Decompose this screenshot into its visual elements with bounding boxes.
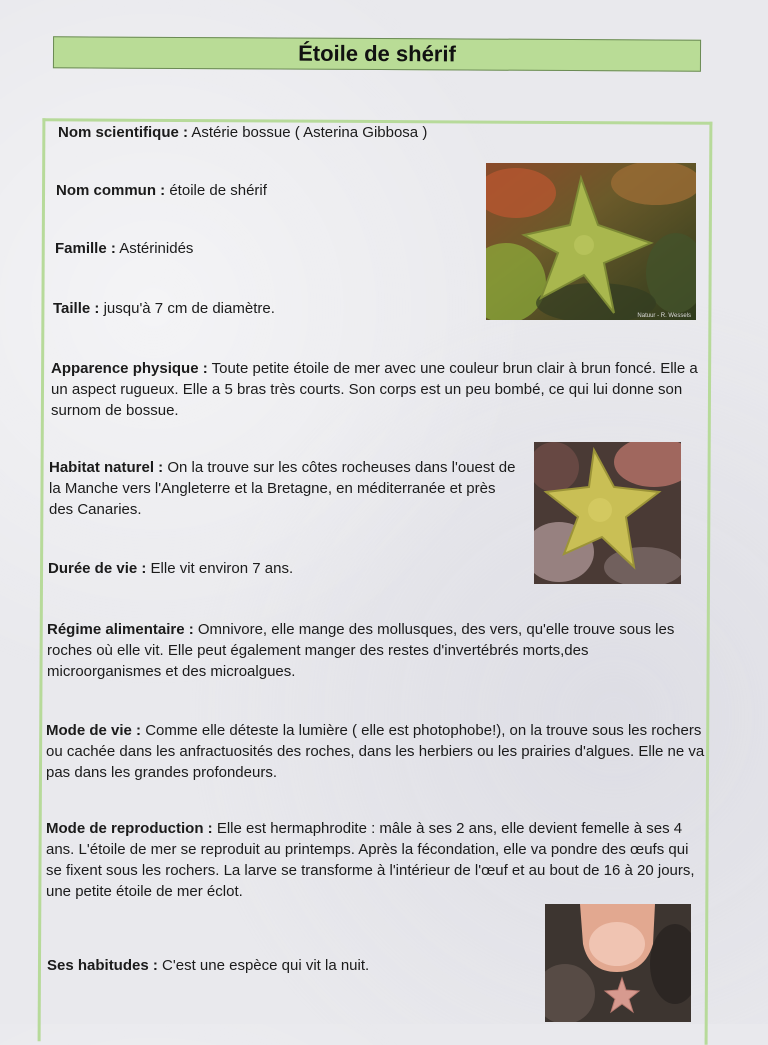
field-label: Durée de vie :	[48, 560, 147, 577]
field-value: Astérie bossue ( Asterina Gibbosa )	[191, 124, 428, 141]
photo-tiny-starfish-finger	[545, 904, 691, 1022]
field-reproduction	[46, 818, 706, 902]
field-value: Comme elle déteste la lumière ( elle est photophobe!), on la trouve sous les rochers ou cachée dans les anfractuosités des roches, dans les herbiers ou les prairies d'algues. Elle ne va pas dans les grandes profondeurs.	[46, 722, 705, 781]
field-famille	[55, 238, 475, 259]
field-value: Astérinidés	[119, 240, 194, 257]
starfish-photo-3	[545, 904, 691, 1022]
field-apparence	[51, 358, 706, 421]
field-value: C'est une espèce qui vit la nuit.	[162, 957, 370, 974]
field-regime	[47, 619, 687, 682]
field-value: On la trouve sur les côtes rocheuses dans l'ouest de la Manche vers l'Angleterre et la Bretagne, en méditerranée et près des Canaries.	[49, 459, 516, 518]
field-label: Nom scientifique :	[58, 124, 189, 141]
page-title: Étoile de shérif	[298, 40, 456, 67]
field-label: Mode de reproduction :	[46, 820, 213, 837]
field-label: Régime alimentaire :	[47, 621, 194, 638]
starfish-photo-1	[486, 163, 696, 320]
field-label: Ses habitudes :	[47, 957, 158, 974]
photo-credit: Natuur - R. Wessels	[637, 313, 691, 319]
field-value: Omnivore, elle mange des mollusques, des vers, qu'elle trouve sous les roches où elle vit. Elle peut également manger des restes d'invertébrés morts,des microorganismes et des microalgues.	[47, 621, 675, 680]
photo-starfish-seaweed	[486, 163, 696, 320]
field-taille	[53, 298, 473, 319]
field-habitat	[49, 457, 519, 520]
field-label: Famille :	[55, 240, 116, 257]
field-nom-commun	[56, 180, 476, 201]
field-duree-vie	[48, 558, 468, 579]
field-value: étoile de shérif	[169, 182, 267, 199]
title-banner	[53, 36, 701, 71]
field-label: Habitat naturel :	[49, 459, 164, 476]
field-value: Elle est hermaphrodite : mâle à ses 2 ans, elle devient femelle à ses 4 ans. L'étoile de mer se reproduit au printemps. Après la fécondation, elle va pondre des œufs qui se fixent sous les rochers. La larve se transforme à l'intérieur de l'œuf et au bout de 16 à 20 jours, une petite étoile de mer éclot.	[46, 820, 695, 900]
field-label: Apparence physique :	[51, 360, 208, 377]
field-mode-vie	[46, 720, 706, 783]
photo-starfish-rock	[534, 442, 681, 584]
field-label: Mode de vie :	[46, 722, 142, 739]
field-habitudes	[47, 955, 527, 976]
field-value: jusqu'à 7 cm de diamètre.	[103, 300, 275, 317]
field-value: Toute petite étoile de mer avec une couleur brun clair à brun foncé. Elle a un aspect rugueux. Elle a 5 bras très courts. Son corps est un peu bombé, ce qui lui donne son surnom de bossue.	[51, 360, 698, 419]
field-label: Taille :	[53, 300, 100, 317]
field-nom-scientifique	[58, 122, 498, 143]
field-value: Elle vit environ 7 ans.	[150, 560, 294, 577]
field-label: Nom commun :	[56, 182, 166, 199]
starfish-photo-2	[534, 442, 681, 584]
